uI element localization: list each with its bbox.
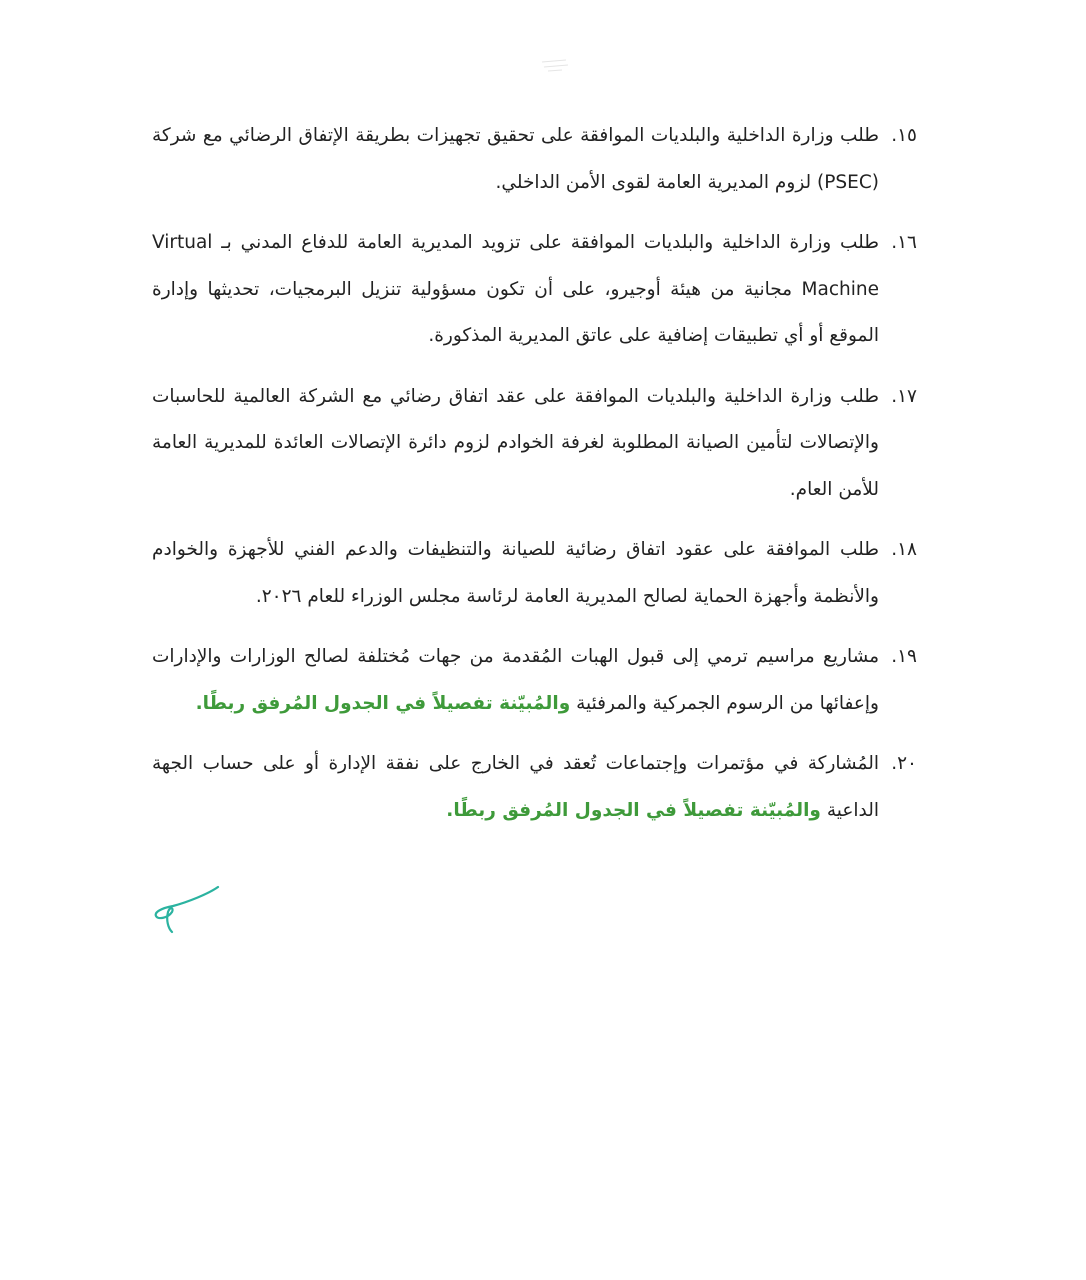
item-end: .: [446, 799, 454, 821]
item-highlight: والمُبيّنة تفصيلاً في الجدول المُرفق ربطًا: [202, 692, 571, 714]
item-text: طلب وزارة الداخلية والبلديات الموافقة على تزويد المديرية العامة للدفاع المدني بـ Virtual Machine مجانية من هيئة أوجيرو، على أن تكون مسؤولية تنزيل البرمجيات، تحديثها وإدارة الموقع أو أي تطبيقات إضافية على عاتق المديرية المذكورة.: [152, 232, 879, 346]
item-text: مشاريع مراسيم ترمي إلى قبول الهبات المُقدمة من جهات مُختلفة لصالح الوزارات والإدارات وإعفائها من الرسوم الجمركية والمرفئية: [152, 646, 879, 714]
list-item-15: [152, 113, 917, 206]
list-item-17: [152, 374, 917, 514]
item-text: طلب وزارة الداخلية والبلديات الموافقة على عقد اتفاق رضائي مع الشركة العالمية للحاسبات والإتصالات لتأمين الصيانة المطلوبة لغرفة الخوادم لزوم دائرة الإتصالات العائدة للمديرية العامة للأمن العام.: [152, 385, 879, 500]
list-item-19: [152, 634, 917, 727]
item-text: طلب الموافقة على عقود اتفاق رضائية للصيانة والتنظيفات والدعم الفني للأجهزة والخوادم والأنظمة وأجهزة الحماية لصالح المديرية العامة لرئاسة مجلس الوزراء للعام ٢٠٢٦.: [152, 539, 879, 607]
item-end: .: [195, 692, 203, 714]
list-item-16: [152, 220, 917, 360]
list-item-18: [152, 527, 917, 620]
item-text: طلب وزارة الداخلية والبلديات الموافقة على تحقيق تجهيزات بطريقة الإتفاق الرضائي مع شركة (PSEC) لزوم المديرية العامة لقوى الأمن الداخلي.: [152, 125, 879, 193]
item-text: المُشاركة في مؤتمرات وإجتماعات تُعقد في الخارج على نفقة الإدارة أو على حساب الجهة الداعية: [152, 753, 879, 821]
list-item-20: [152, 741, 917, 834]
signature: [148, 882, 228, 937]
scan-artifact: [540, 58, 570, 72]
item-number: ١٦.: [891, 232, 917, 253]
item-number: ١٨.: [891, 539, 917, 560]
item-number: ١٥.: [891, 125, 917, 146]
numbered-list: [152, 113, 917, 848]
item-highlight: والمُبيّنة تفصيلاً في الجدول المُرفق ربطًا: [453, 799, 821, 821]
item-number: ٢٠.: [891, 753, 917, 774]
item-number: ١٩.: [891, 646, 917, 667]
item-number: ١٧.: [891, 385, 917, 407]
